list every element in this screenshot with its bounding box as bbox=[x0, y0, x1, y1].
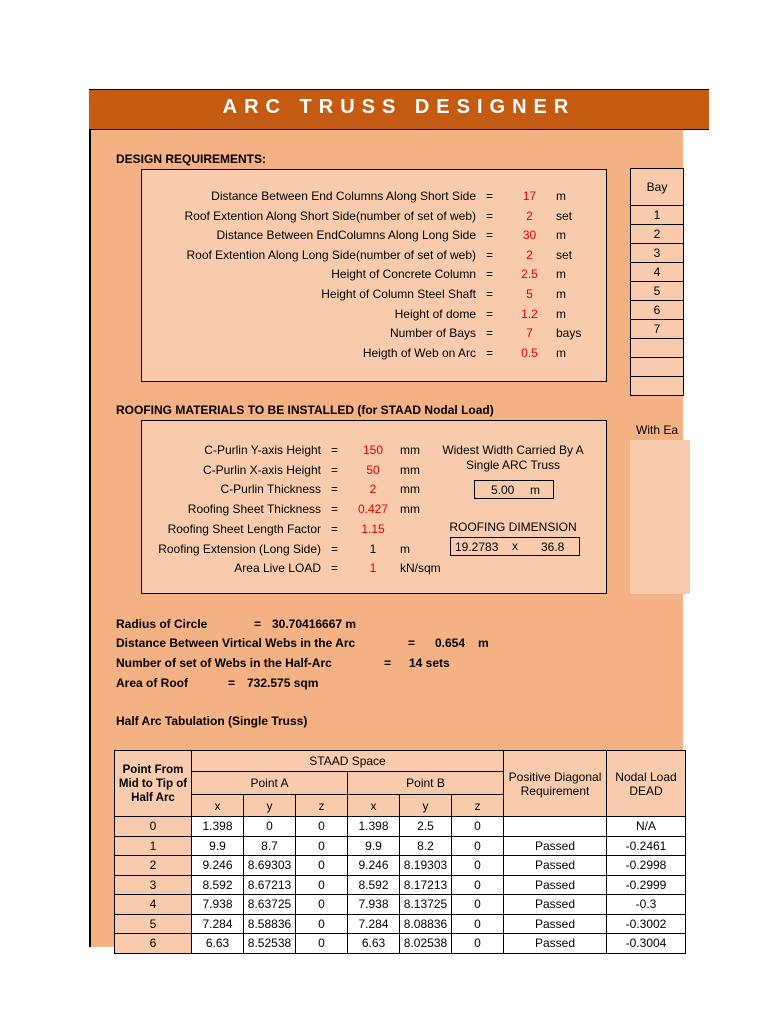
design-req-eq: = bbox=[486, 306, 494, 321]
a-x-cell: 8.592 bbox=[192, 875, 244, 895]
b-z-cell: 0 bbox=[452, 875, 504, 895]
a-z-cell: 0 bbox=[296, 817, 348, 837]
a-x-cell: 9.246 bbox=[192, 856, 244, 876]
nodal-cell: -0.3004 bbox=[607, 934, 686, 954]
roofing-label: C-Purlin Thickness bbox=[220, 482, 321, 497]
b-z-cell: 0 bbox=[452, 817, 504, 837]
design-req-unit: m bbox=[556, 306, 566, 321]
diagonal-cell: Passed bbox=[504, 875, 607, 895]
diagonal-cell: Passed bbox=[504, 934, 607, 954]
col-nodal-load: Nodal Load DEAD bbox=[607, 751, 686, 817]
a-z-cell: 0 bbox=[296, 856, 348, 876]
web-distance-label: Distance Between Virtical Webs in the Arc bbox=[116, 636, 356, 650]
b-x-cell: 1.398 bbox=[348, 817, 400, 837]
b-y-cell: 2.5 bbox=[400, 817, 452, 837]
with-eaves-label: With Ea bbox=[636, 423, 679, 437]
web-distance-unit: m bbox=[478, 636, 489, 650]
num-webs-eq: = bbox=[384, 656, 392, 670]
design-req-eq: = bbox=[486, 228, 494, 243]
roofing-eq: = bbox=[331, 521, 339, 536]
point-cell: 3 bbox=[115, 875, 192, 895]
roofing-eq: = bbox=[331, 561, 339, 576]
b-x-cell: 6.63 bbox=[348, 934, 400, 954]
design-req-eq: = bbox=[486, 247, 494, 262]
col-a-x: x bbox=[192, 795, 244, 817]
diagonal-cell: Passed bbox=[504, 856, 607, 876]
diagonal-cell: Passed bbox=[504, 914, 607, 934]
eaves-panel bbox=[630, 440, 690, 594]
col-a-z: z bbox=[296, 795, 348, 817]
a-x-cell: 1.398 bbox=[192, 817, 244, 837]
bay-cell bbox=[631, 377, 684, 396]
b-z-cell: 0 bbox=[452, 934, 504, 954]
b-z-cell: 0 bbox=[452, 914, 504, 934]
col-b-x: x bbox=[348, 795, 400, 817]
table-row bbox=[115, 934, 686, 954]
design-req-eq: = bbox=[486, 189, 494, 203]
title-banner bbox=[89, 89, 709, 130]
half-arc-table bbox=[114, 750, 686, 954]
table-row bbox=[115, 817, 686, 837]
nodal-cell: -0.3002 bbox=[607, 914, 686, 934]
design-req-eq: = bbox=[486, 345, 494, 360]
design-req-eq: = bbox=[486, 287, 494, 301]
design-req-eq: = bbox=[486, 326, 494, 341]
b-y-cell: 8.08836 bbox=[400, 914, 452, 934]
widest-width-field bbox=[474, 480, 554, 499]
radius-label: Radius of Circle bbox=[116, 617, 208, 631]
a-y-cell: 0 bbox=[244, 817, 296, 837]
roofing-box bbox=[141, 420, 607, 594]
design-req-unit: set bbox=[556, 208, 573, 223]
a-y-cell: 8.58836 bbox=[244, 914, 296, 934]
tabulation-heading: Half Arc Tabulation (Single Truss) bbox=[116, 714, 308, 728]
widest-width-value: 5.00 bbox=[491, 483, 515, 497]
area-value: 732.575 sqm bbox=[247, 676, 319, 690]
bay-cell bbox=[631, 339, 684, 358]
a-y-cell: 8.63725 bbox=[244, 895, 296, 915]
roofing-dim-b: 36.8 bbox=[541, 540, 565, 554]
a-x-cell: 9.9 bbox=[192, 836, 244, 856]
radius-eq: = bbox=[254, 617, 262, 631]
a-z-cell: 0 bbox=[296, 934, 348, 954]
bay-cell bbox=[631, 358, 684, 377]
point-cell: 5 bbox=[115, 914, 192, 934]
bay-cell: 6 bbox=[631, 301, 684, 320]
roofing-heading: ROOFING MATERIALS TO BE INSTALLED (for STAAD Nodal Load) bbox=[116, 403, 494, 417]
roofing-value: 1.15 bbox=[361, 521, 385, 536]
b-y-cell: 8.2 bbox=[400, 836, 452, 856]
design-req-value: 2 bbox=[526, 247, 533, 262]
page-title: ARC TRUSS DESIGNER bbox=[222, 96, 576, 118]
a-x-cell: 6.63 bbox=[192, 934, 244, 954]
roofing-eq: = bbox=[331, 482, 339, 497]
design-req-eq: = bbox=[486, 208, 494, 223]
bay-cell: 5 bbox=[631, 282, 684, 301]
table-row bbox=[115, 836, 686, 856]
roofing-unit: mm bbox=[400, 443, 420, 457]
radius-value: 30.70416667 m bbox=[272, 617, 357, 631]
b-y-cell: 8.02538 bbox=[400, 934, 452, 954]
b-x-cell: 7.938 bbox=[348, 895, 400, 915]
bay-cell: 1 bbox=[631, 206, 684, 225]
point-cell: 6 bbox=[115, 934, 192, 954]
design-req-label: Number of Bays bbox=[389, 326, 476, 341]
roofing-label: C-Purlin Y-axis Height bbox=[204, 443, 321, 457]
design-req-unit: set bbox=[556, 247, 573, 262]
design-req-unit: m bbox=[556, 345, 566, 360]
design-req-unit: bays bbox=[556, 326, 582, 341]
roofing-value: 1 bbox=[369, 561, 377, 576]
a-z-cell: 0 bbox=[296, 836, 348, 856]
widest-width-unit: m bbox=[530, 483, 540, 497]
design-req-value: 17 bbox=[522, 189, 537, 203]
design-req-value: 7 bbox=[526, 326, 533, 341]
diagonal-cell: Passed bbox=[504, 895, 607, 915]
roofing-label: Roofing Sheet Length Factor bbox=[167, 521, 321, 536]
point-cell: 1 bbox=[115, 836, 192, 856]
design-req-value: 2 bbox=[526, 208, 533, 223]
b-x-cell: 7.284 bbox=[348, 914, 400, 934]
bay-cell: 3 bbox=[631, 244, 684, 263]
design-req-value: 1.2 bbox=[521, 306, 538, 321]
web-distance-eq: = bbox=[408, 636, 416, 650]
design-req-label: Heigth of Web on Arc bbox=[362, 345, 476, 360]
b-y-cell: 8.19303 bbox=[400, 856, 452, 876]
roofing-dimension-field bbox=[450, 537, 580, 556]
design-req-unit: m bbox=[556, 189, 566, 203]
design-req-label: Distance Between EndColumns Along Long Side bbox=[216, 228, 476, 243]
nodal-cell: -0.2999 bbox=[607, 875, 686, 895]
roofing-label: C-Purlin X-axis Height bbox=[202, 462, 321, 477]
design-req-label: Distance Between End Columns Along Short Side bbox=[211, 189, 476, 203]
col-diagonal: Positive Diagonal Requirement bbox=[504, 751, 607, 817]
roofing-label: Roofing Sheet Thickness bbox=[187, 502, 321, 517]
a-y-cell: 8.67213 bbox=[244, 875, 296, 895]
design-req-unit: m bbox=[556, 287, 566, 301]
design-req-value: 30 bbox=[522, 228, 537, 243]
roofing-eq: = bbox=[331, 502, 339, 517]
roofing-value: 150 bbox=[362, 443, 384, 457]
nodal-cell: N/A bbox=[607, 817, 686, 837]
a-y-cell: 8.52538 bbox=[244, 934, 296, 954]
a-x-cell: 7.284 bbox=[192, 914, 244, 934]
roofing-value: 1 bbox=[369, 541, 377, 556]
bay-cell: 2 bbox=[631, 225, 684, 244]
design-req-label: Height of Concrete Column bbox=[331, 267, 476, 282]
roofing-unit: kN/sqm bbox=[400, 561, 441, 576]
col-b-z: z bbox=[452, 795, 504, 817]
web-distance-value: 0.654 bbox=[435, 636, 466, 650]
roofing-value: 0.427 bbox=[357, 502, 389, 517]
design-req-label: Height of dome bbox=[394, 306, 476, 321]
nodal-cell: -0.3 bbox=[607, 895, 686, 915]
bay-cell: 7 bbox=[631, 320, 684, 339]
design-req-value: 5 bbox=[526, 287, 533, 301]
b-x-cell: 9.9 bbox=[348, 836, 400, 856]
point-cell: 2 bbox=[115, 856, 192, 876]
col-point-from: Point From Mid to Tip of Half Arc bbox=[115, 751, 192, 817]
roofing-unit: mm bbox=[400, 482, 420, 497]
roofing-eq: = bbox=[331, 541, 339, 556]
roofing-unit: mm bbox=[400, 502, 420, 517]
design-requirements-box bbox=[141, 169, 607, 382]
bay-header: Bay bbox=[631, 169, 684, 206]
bay-table bbox=[630, 168, 684, 396]
design-requirements-heading: DESIGN REQUIREMENTS: bbox=[116, 152, 267, 166]
col-b-y: y bbox=[400, 795, 452, 817]
table-row bbox=[115, 856, 686, 876]
a-z-cell: 0 bbox=[296, 914, 348, 934]
area-eq: = bbox=[228, 676, 236, 690]
b-z-cell: 0 bbox=[452, 895, 504, 915]
roofing-eq: = bbox=[331, 443, 339, 457]
design-req-unit: m bbox=[556, 228, 566, 243]
bay-cell: 4 bbox=[631, 263, 684, 282]
roofing-unit: m bbox=[400, 541, 410, 556]
roofing-unit: mm bbox=[400, 462, 420, 477]
b-z-cell: 0 bbox=[452, 856, 504, 876]
design-req-value: 0.5 bbox=[521, 345, 538, 360]
design-req-label: Roof Extention Along Short Side(number of set of web) bbox=[184, 208, 476, 223]
roofing-dimension-label: ROOFING DIMENSION bbox=[449, 520, 577, 534]
roofing-label: Roofing Extension (Long Side) bbox=[158, 541, 321, 556]
point-cell: 4 bbox=[115, 895, 192, 915]
num-webs-label: Number of set of Webs in the Half-Arc bbox=[116, 656, 332, 670]
a-z-cell: 0 bbox=[296, 895, 348, 915]
b-x-cell: 9.246 bbox=[348, 856, 400, 876]
roofing-value: 50 bbox=[366, 462, 380, 477]
area-label: Area of Roof bbox=[116, 676, 188, 690]
num-webs-value: 14 sets bbox=[409, 656, 450, 670]
roofing-dim-x: x bbox=[512, 539, 518, 553]
diagonal-cell: Passed bbox=[504, 836, 607, 856]
point-cell: 0 bbox=[115, 817, 192, 837]
b-z-cell: 0 bbox=[452, 836, 504, 856]
widest-width-label-1: Widest Width Carried By A bbox=[442, 443, 584, 457]
diagonal-cell bbox=[504, 817, 607, 837]
a-y-cell: 8.7 bbox=[244, 836, 296, 856]
roofing-eq: = bbox=[331, 462, 339, 477]
roofing-value: 2 bbox=[369, 482, 377, 497]
design-req-label: Roof Extention Along Long Side(number of set of web) bbox=[186, 247, 476, 262]
a-z-cell: 0 bbox=[296, 875, 348, 895]
design-req-label: Height of Column Steel Shaft bbox=[321, 287, 476, 301]
design-req-unit: m bbox=[556, 267, 566, 282]
table-row bbox=[115, 875, 686, 895]
col-a-y: y bbox=[244, 795, 296, 817]
roofing-dim-a: 19.2783 bbox=[455, 540, 499, 554]
design-req-value: 2.5 bbox=[521, 267, 538, 282]
nodal-cell: -0.2998 bbox=[607, 856, 686, 876]
a-x-cell: 7.938 bbox=[192, 895, 244, 915]
b-y-cell: 8.17213 bbox=[400, 875, 452, 895]
table-row bbox=[115, 914, 686, 934]
b-x-cell: 8.592 bbox=[348, 875, 400, 895]
a-y-cell: 8.69303 bbox=[244, 856, 296, 876]
widest-width-label-2: Single ARC Truss bbox=[465, 458, 561, 472]
b-y-cell: 8.13725 bbox=[400, 895, 452, 915]
table-row bbox=[115, 895, 686, 915]
roofing-label: Area Live LOAD bbox=[234, 561, 321, 576]
nodal-cell: -0.2461 bbox=[607, 836, 686, 856]
col-point-b: Point B bbox=[348, 771, 504, 795]
design-req-eq: = bbox=[486, 267, 494, 282]
col-staad-space: STAAD Space bbox=[192, 751, 504, 772]
col-point-a: Point A bbox=[192, 771, 348, 795]
